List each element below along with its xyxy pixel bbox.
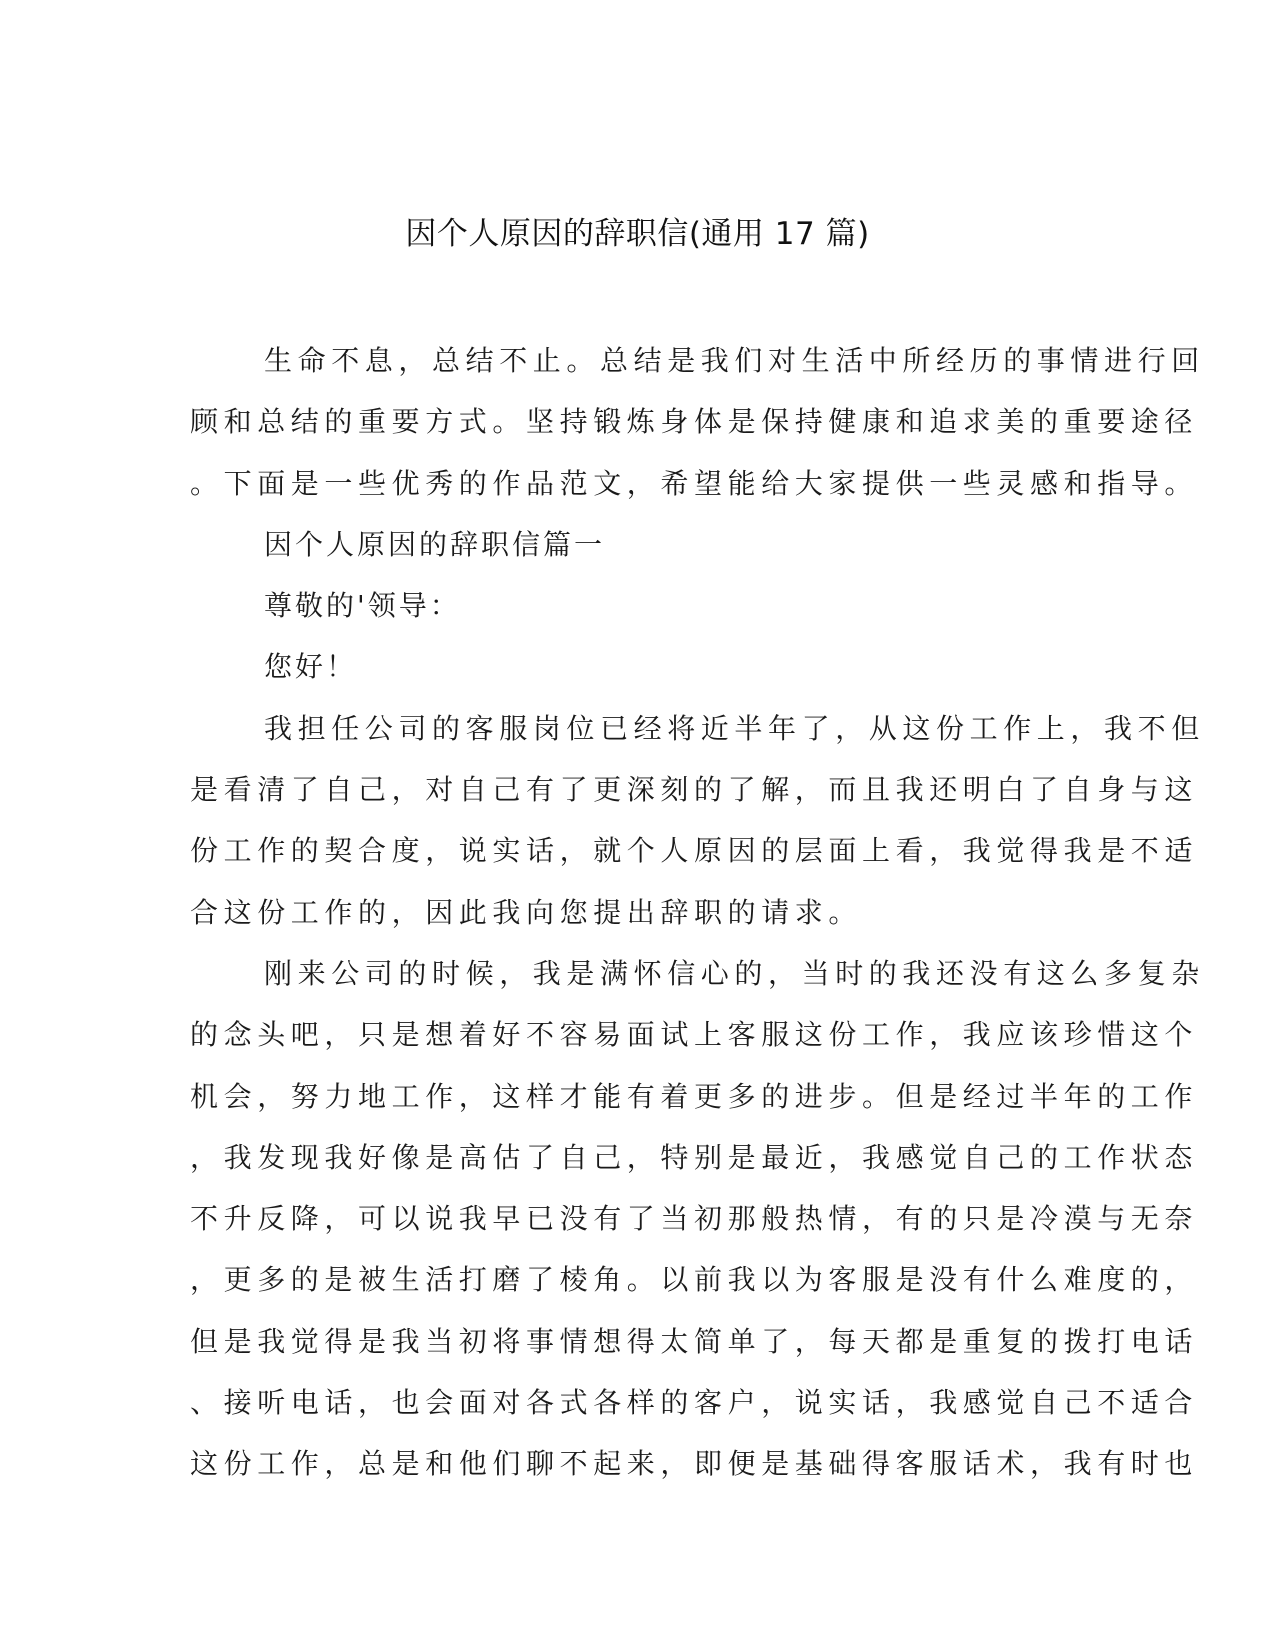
body-line: 不升反降，可以说我早已没有了当初那般热情，有的只是冷漠与无奈 (190, 1202, 1199, 1236)
body-line: 刚来公司的时候，我是满怀信心的，当时的我还没有这么多复杂 (264, 956, 1205, 990)
body-line: 这份工作，总是和他们聊不起来，即便是基础得客服话术，我有时也 (190, 1447, 1199, 1481)
body-line: 我担任公司的客服岗位已经将近半年了，从这份工作上，我不但 (264, 711, 1205, 745)
document-body (190, 330, 1205, 1495)
body-line: 的念头吧，只是想着好不容易面试上客服这份工作，我应该珍惜这个 (190, 1018, 1199, 1052)
body-line: 份工作的契合度，说实话，就个人原因的层面上看，我觉得我是不适 (190, 834, 1199, 868)
salutation: 尊敬的'领导： (264, 589, 461, 623)
body-line: 顾和总结的重要方式。坚持锻炼身体是保持健康和追求美的重要途径 (190, 405, 1199, 439)
section-heading: 因个人原因的辞职信篇一 (264, 527, 606, 561)
body-line: ，更多的是被生活打磨了棱角。以前我以为客服是没有什么难度的， (190, 1263, 1199, 1297)
body-line: 生命不息，总结不止。总结是我们对生活中所经历的事情进行回 (264, 344, 1205, 377)
body-line: 合这份工作的，因此我向您提出辞职的请求。 (190, 895, 863, 929)
body-line: 。下面是一些优秀的作品范文，希望能给大家提供一些灵感和指导。 (190, 466, 1199, 500)
document-title: 因个人原因的辞职信(通用 17 篇) (405, 216, 870, 252)
body-line: ，我发现我好像是高估了自己，特别是最近，我感觉自己的工作状态 (190, 1140, 1199, 1174)
body-line: 机会，努力地工作，这样才能有着更多的进步。但是经过半年的工作 (190, 1079, 1199, 1113)
body-line: 是看清了自己，对自己有了更深刻的了解，而且我还明白了自身与这 (190, 773, 1199, 807)
body-line: 、接听电话，也会面对各式各样的客户，说实话，我感觉自己不适合 (190, 1386, 1199, 1420)
body-line: 但是我觉得是我当初将事情想得太简单了，每天都是重复的拨打电话 (190, 1324, 1199, 1358)
greeting: 您好！ (264, 650, 358, 684)
